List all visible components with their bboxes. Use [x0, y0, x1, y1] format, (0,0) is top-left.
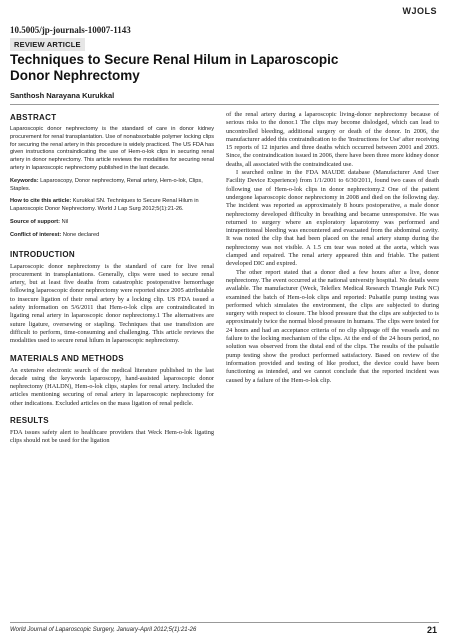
abstract-text: Laparoscopic donor nephrectomy is the standard of care in donor kidney procurement for renal transplantation. Use of nonabsorbable polymer locking clips for securing the renal artery in this procedure is widely practiced. The US FDA has given instructions contraindicating the use of Hem-o-lok clips in securing renal artery in donor nephrectomy. This article reviews the modalities for securing renal artery in laparoscopic nephrectomy published in the last decade.: [10, 126, 214, 171]
source-of-support: [10, 219, 214, 227]
abstract-section: [10, 113, 214, 446]
keywords-text: Laparoscopy, Donor nephrectomy, Renal artery, Hem-o-lok, Clips, Staples.: [10, 177, 203, 192]
abstract-heading: ABSTRACT: [10, 113, 57, 122]
results-heading: RESULTS: [10, 416, 49, 426]
conflict-of-interest: [10, 232, 214, 240]
article-type-badge: REVIEW ARTICLE: [10, 38, 85, 51]
cite-text: Kurukkal SN. Techniques to Secure Renal Hilum in Laparoscopic Donor Nephrectomy. World J Lap Surg 2012;5(1):21-26.: [10, 198, 199, 213]
doi[interactable]: 10.5005/jp-journals-10007-1143: [10, 25, 131, 35]
cite: [10, 198, 214, 214]
right-paragraph-3: The other report stated that a donor died a few hours after a live, donor nephrectomy. The event occurred at the national university hospital. No details were available. The manufacturer (Weck, Teleflex Medical Research Triangle Park NC) examined the batch of Hem-o-lok clips and reported: Pulsatile pump testing was performed which simulates the environment, the clips are subjected to during surgery with respect to closure. The blood pressure that the clips are subjected to is approximately twice the normal blood pressure in humans. The clips were tested for 24 hours and had an acceptance criteria of no clip slippage off the vessels and no failure to the locking mechanism of the clips. At the end of the 24 hours period, no solution was observed from the distal end of the clips. The results of the pulsatile pump testing show the product performed satisfactory. Based on review of the information provided and testing of like product, the device could have been functioning as intended, and we cannot conclude that the reported incident was caused by a failure of the Hem-o-lok clip.: [226, 268, 439, 384]
footer-citation: World Journal of Laparoscopic Surgery, January-April 2012;5(1):21-26: [10, 627, 197, 633]
right-paragraph-2: I searched online in the FDA MAUDE database (Manufacturer And User Facility Device Experience) from 1/1/2001 to 6/30/2011, found two cases of death following use of Hem-o-lok clips in donor nephrectomy.2 One of the patient undergone laparoscopic donor nephrectomy in 2008 and died on the following day. The incident was reported as approximately 8 hours postoperative, a male donor nephrectomy developed difficulty in breathing and became unresponsive. He was returned to surgery where an exploratory laparotomy was performed and intraperitoneal bleeding was encountered and evacuated from the abdominal cavity. It was noted the clip that had been placed on the renal artery stump during the nephrectomy was not visible. A 1.5 cm tear was noted at the aorta, which was clamped and repaired. The renal artery appeared thin and friable. The patient developed DIC and expired.: [226, 169, 439, 268]
page-number: 21: [426, 625, 437, 635]
header-divider: [10, 104, 439, 105]
conflict-label: Conflict of interest:: [10, 231, 62, 238]
author: Santhosh Narayana Kurukkal: [10, 91, 115, 100]
methods-text: An extensive electronic search of the medical literature published in the last decade using the keywords laparoscopy, hand-assisted laparoscopic donor nephrectomy (HALDN), Hem-o-lok clips, staples for renal artery. Included the articles mentioning securing of renal artery in laparoscopic nephrectomy for other indications. Excluded articles on the mass ligation of renal pedicle.: [10, 366, 214, 407]
keywords-label: Keywords:: [10, 177, 39, 184]
support-text: Nil: [61, 218, 69, 225]
introduction-heading: INTRODUCTION: [10, 249, 75, 259]
journal-tag: WJOLS: [402, 6, 437, 16]
conflict-text: None declared: [62, 231, 100, 238]
support-label: Source of support:: [10, 218, 61, 225]
keywords: [10, 178, 214, 194]
methods-heading: MATERIALS AND METHODS: [10, 353, 124, 363]
footer-divider: [10, 622, 439, 623]
cite-label: How to cite this article:: [10, 198, 72, 205]
right-column: [226, 111, 439, 385]
introduction-text: Laparoscopic donor nephrectomy is the standard of care for live renal procurement in transplantations. Generally, clips were used to secure renal artery, but at least five deaths from catastrophic postoperative hemorrhage following laparoscopic donor nephrectomy were reported since 2005 attributable to insecure ligation of their renal artery by a locking clip. US FDA issued a safety information on 5/6/2011 that Hem-o-lok clips are contraindicated in ligating renal artery in laparoscopic donor nephrectomy.1 The alternatives are suture ligature, oversewing or stapling. Techniques that use transfixion are difficult to perform, time-consuming and challenging. This article reviews the modalities used to secure renal hilum in laparoscopic nephrectomy.: [10, 262, 214, 345]
right-paragraph-1: of the renal artery during a laparoscopic living-donor nephrectomy because of serious risks to the donor.1 The clips may become dislodged, which can lead to uncontrolled bleeding, additional surgery or death of the donor. In 2006, the manufacturer added this contraindication to the 'Instructions for Use' after receiving 15 reports of 12 injuries and three deaths which occurred between 2001 and 2005. Since, the contraindication issued in 2006, there have been three more kidney donor deaths, all associated with the contraindicated use.: [226, 111, 439, 168]
results-text: FDA issues safety alert to healthcare providers that Weck Hem-o-lok ligating clips should not be used for the ligation: [10, 429, 214, 445]
article-title: Techniques to Secure Renal Hilum in Laparoscopic Donor Nephrectomy: [10, 52, 339, 83]
